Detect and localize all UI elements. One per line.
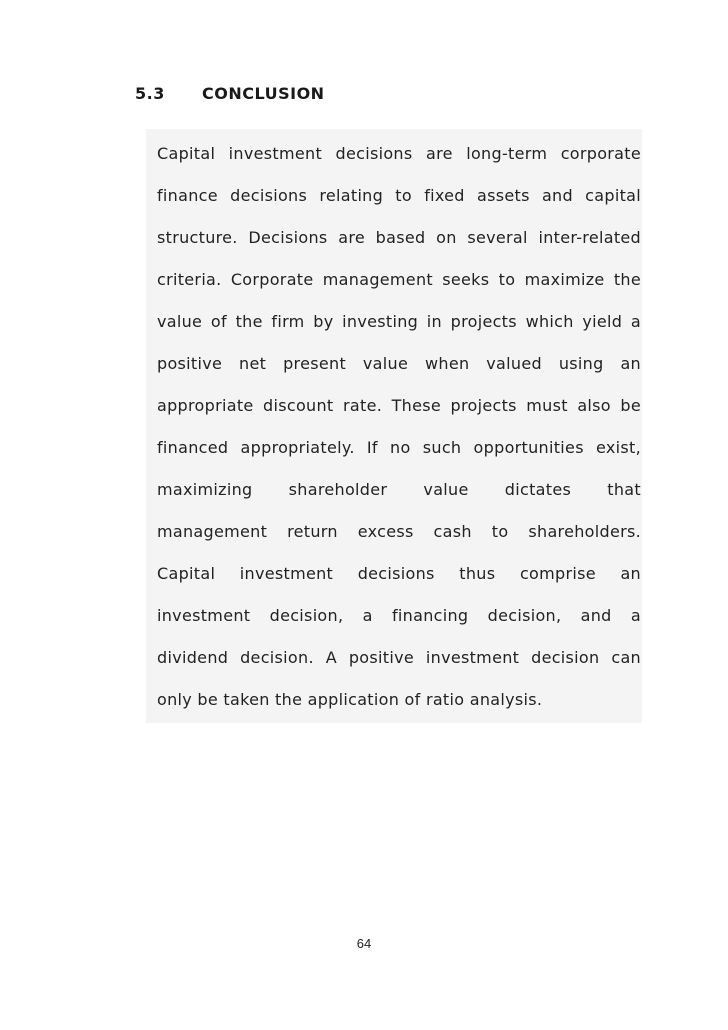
paragraph-line: Capital investment decisions are long-term corporate [157, 144, 641, 163]
section-title: CONCLUSION [202, 84, 325, 103]
paragraph-line: finance decisions relating to fixed assets and capital [157, 186, 641, 205]
paragraph-line: maximizing shareholder value dictates that [157, 480, 641, 499]
paragraph-line: criteria. Corporate management seeks to maximize the [157, 270, 641, 289]
paragraph-line: positive net present value when valued using an [157, 354, 641, 373]
conclusion-paragraph [146, 129, 642, 723]
section-heading [135, 84, 325, 103]
paragraph-line: appropriate discount rate. These projects must also be [157, 396, 641, 415]
paragraph-line: dividend decision. A positive investment decision can [157, 648, 641, 667]
paragraph-line: Capital investment decisions thus comprise an [157, 564, 641, 583]
paragraph-line: management return excess cash to shareholders. [157, 522, 641, 541]
paragraph-line: financed appropriately. If no such opportunities exist, [157, 438, 641, 457]
paragraph-line: investment decision, a financing decision, and a [157, 606, 641, 625]
paragraph-line: value of the firm by investing in projects which yield a [157, 312, 641, 331]
paragraph-line: only be taken the application of ratio analysis. [157, 690, 543, 709]
section-number: 5.3 [135, 84, 165, 103]
paragraph-line: structure. Decisions are based on several inter-related [157, 228, 641, 247]
page-number: 64 [356, 936, 372, 951]
